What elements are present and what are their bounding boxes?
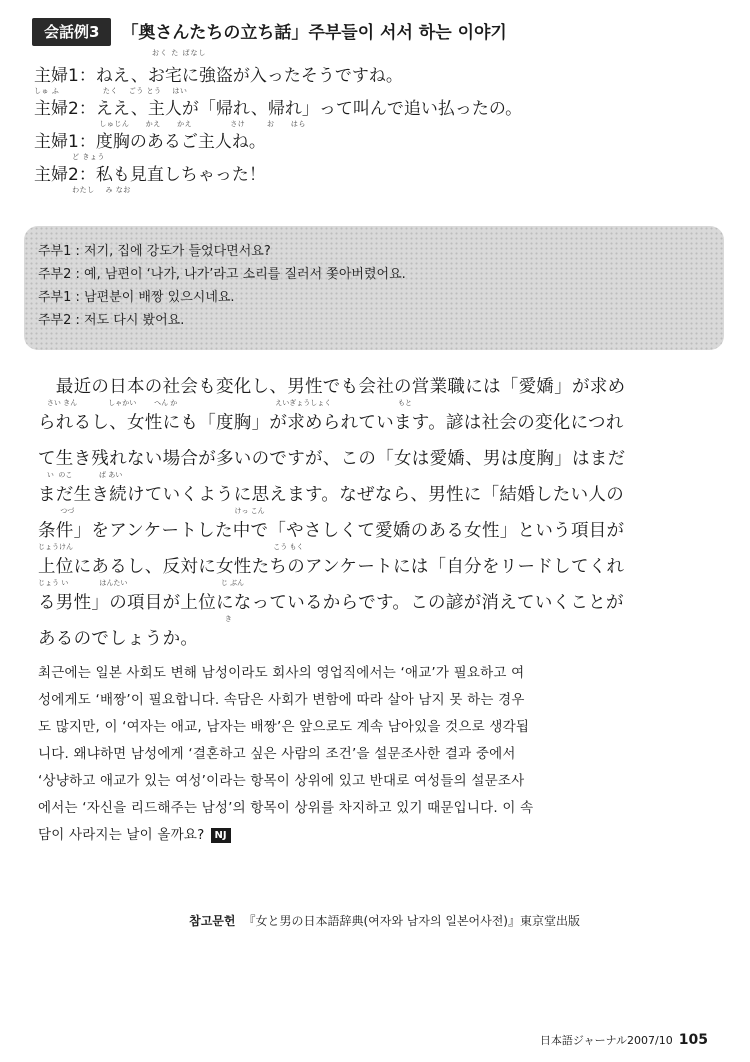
korean-essay-last-line [38, 822, 728, 849]
essay-furigana: い のこ ば あい [38, 471, 123, 479]
reference-label: 참고문헌 [189, 914, 236, 928]
essay-text: 最近の日本の社会も変化し、男性でも会社の営業職には「愛嬌」が求め [38, 377, 626, 397]
korean-essay-line: 성에게도 ‘배짱’이 필요합니다. 속담은 사회가 변함에 따라 살아 남지 못 하는 경우 [38, 692, 525, 708]
japanese-essay [38, 376, 728, 664]
korean-essay-line: 니다. 왜냐하면 남성에게 ‘결혼하고 싶은 사람의 조건’을 설문조사한 결과 중에서 [38, 746, 516, 762]
essay-text: まだ生き続けていくように思えます。なぜなら、男性に「結婚したい人の [38, 485, 624, 505]
dialogue-furigana: わたし み なお [34, 186, 131, 194]
korean-essay [38, 660, 728, 849]
korean-dialogue-line: 주부1 : 저기, 집에 강도가 들었다면서요? [38, 244, 271, 259]
dialogue-text: 主婦1：度胸のあるご主人ね。 [34, 132, 266, 152]
essay-text: 条件」をアンケートした中で「やさしくて愛嬌のある女性」という項目が [38, 521, 625, 541]
title-furigana: おく た ばなし [152, 49, 207, 57]
dialogue-furigana: ど きょう [34, 153, 105, 161]
dialogue-furigana: しゅじん かえ かえ さけ お はら [34, 120, 306, 128]
korean-essay-line: 도 많지만, 이 ‘여자는 애교, 남자는 배짱’은 앞으로도 계속 남아있을 것으로 생각됩 [38, 719, 530, 735]
nj-logo: NJ [211, 828, 231, 843]
essay-furigana: じょう い はんたい じ ぶん [38, 579, 245, 587]
dialogue-text: 主婦2：私も見直しちゃった！ [34, 165, 266, 185]
essay-line [38, 628, 728, 664]
page-number: 105 [678, 1032, 708, 1048]
korean-essay-line: 담이 사라지는 날이 올까요? [38, 827, 205, 843]
title-japanese: 「奥さんたちの立ち話」 [121, 23, 309, 43]
essay-line [38, 412, 728, 448]
essay-line [38, 376, 728, 412]
essay-text: る男性」の項目が上位になっているからです。この諺が消えていくことが [38, 593, 624, 613]
dialogue-line [34, 66, 522, 99]
dialogue-line [34, 165, 522, 198]
korean-essay-line: ‘상냥하고 애교가 있는 여성’이라는 항목이 상위에 있고 반대로 여성들의 설문조사 [38, 773, 525, 789]
essay-text: 上位にあるし、反対に女性たちのアンケートには「自分をリードしてくれ [38, 557, 625, 577]
korean-dialogue-line: 주부2 : 예, 남편이 ‘나가, 나가’라고 소리를 질러서 쫓아버렸어요. [38, 267, 406, 282]
essay-line [38, 484, 728, 520]
essay-line [38, 448, 728, 484]
essay-furigana: つづ けっ こん [38, 507, 265, 515]
dialogue-text: 主婦2：ええ、主人が「帰れ、帰れ」って叫んで追い払ったの。 [34, 99, 523, 119]
essay-line [38, 592, 728, 628]
dialogue-line [34, 132, 522, 165]
section-header [32, 14, 507, 46]
example-badge: 会話例3 [32, 18, 111, 46]
journal-issue: 日本語ジャーナル2007/10 [539, 1034, 673, 1047]
reference-text: 『女と男の日本語辞典(여자와 남자의 일본어사전)』東京堂出版 [243, 914, 580, 928]
korean-translation-box [24, 226, 724, 350]
title-korean: 주부들이 서서 하는 이야기 [308, 23, 507, 43]
dialogue-line [34, 99, 522, 132]
japanese-dialogue [34, 66, 522, 198]
dialogue-text: 主婦1：ねえ、お宅に強盗が入ったそうですね。 [34, 66, 403, 86]
essay-furigana: さい きん しゃかい へん か えいぎょうしょく もと [38, 399, 412, 407]
essay-line [38, 556, 728, 592]
essay-text: あるのでしょうか。 [38, 629, 199, 649]
essay-line [38, 520, 728, 556]
essay-furigana: じょうけん こう もく [38, 543, 304, 551]
page-footer [540, 1032, 708, 1048]
essay-furigana: き [38, 615, 232, 623]
korean-essay-line: 최근에는 일본 사회도 변해 남성이라도 회사의 영업직에서는 ‘애교’가 필요하고 여 [38, 665, 525, 681]
section-title [121, 23, 506, 46]
essay-text: られるし、女性にも「度胸」が求められています。諺は社会の変化につれ [38, 413, 624, 433]
reference [189, 912, 580, 929]
essay-text: て生き残れない場合が多いのですが、この「女は愛嬌、男は度胸」はまだ [38, 449, 626, 469]
dialogue-furigana: しゅ ふ たく ごう とう はい [34, 87, 188, 95]
korean-dialogue-line: 주부1 : 남편분이 배짱 있으시네요. [38, 290, 235, 305]
korean-essay-line: 에서는 ‘자신을 리드해주는 남성’의 항목이 상위를 차지하고 있기 때문입니다. 이 속 [38, 800, 534, 816]
korean-dialogue-line: 주부2 : 저도 다시 봤어요. [38, 313, 185, 328]
